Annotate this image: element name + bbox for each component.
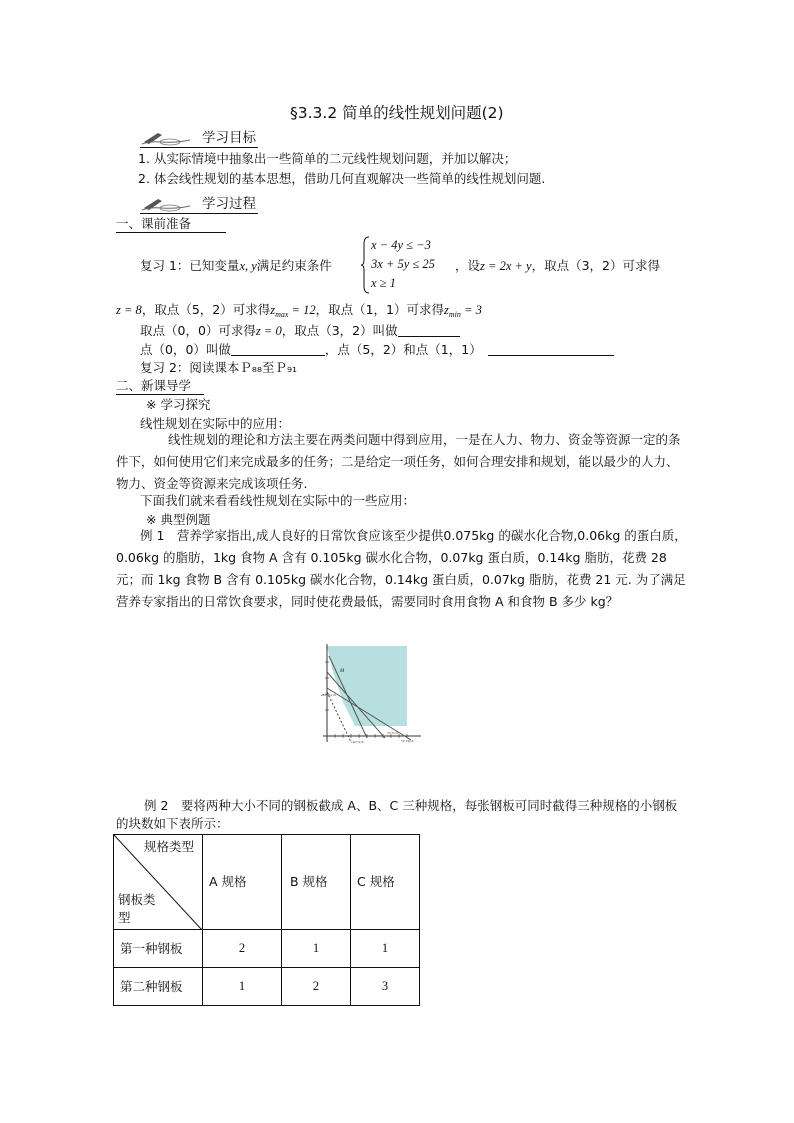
review-1-line1 — [140, 258, 332, 274]
section-2-heading: 二、新课导学 — [116, 378, 204, 395]
label-bottom-3: 7x+14y=6 — [401, 739, 414, 743]
constraint-1: x − 4y ≤ −3 — [371, 238, 431, 252]
steel-plate-table — [113, 834, 420, 1006]
goal-item-1: 1. 从实际情境中抽象出一些简单的二元线性规划问题，并加以解决； — [138, 151, 517, 166]
review-1-line1-end — [455, 258, 660, 274]
blank-1[interactable] — [398, 323, 460, 337]
goals-heading — [140, 128, 258, 148]
z-value-1: z = 8 — [116, 303, 142, 317]
brace-icon — [361, 236, 371, 294]
row-2-b: 2 — [282, 968, 351, 1006]
review-1-line2-b: ，取点（5，2）可求得 — [141, 302, 271, 317]
row-2-c: 3 — [351, 968, 420, 1006]
process-heading — [140, 194, 258, 214]
review-1-line4 — [140, 342, 614, 358]
review-1-prefix: 复习 1：已知变量 — [140, 258, 240, 273]
example-1: 例 1 营养学家指出,成人良好的日常饮食应该至少提供0.075kg 的碳水化合物,0.06kg 的蛋白质，0.06kg 的脂肪，1kg 食物 A 含有 0.105kg 碳水化合物，0.07kg 蛋白质，0.14kg 脂肪，花费 28 元；而 1kg 食物 B 含有 0.105kg 碳水化合物，0.14kg 蛋白质，0.07kg 脂肪，花费 21 元. 为了满足营养专家指出的日常饮食要求，同时使花费最低，需要同时食用食物 A 和食物 B 多少 kg？ — [116, 528, 687, 609]
row-2-name: 第二种钢板 — [114, 968, 203, 1006]
label-m: M — [340, 669, 345, 674]
row-1-c: 1 — [351, 930, 420, 968]
review-1-after: ，设 — [455, 258, 481, 273]
process-heading-label: 学习过程 — [202, 196, 256, 212]
review-1-line4-b: ，点（5，2）和点（1，1） — [324, 342, 482, 357]
application-heading: 线性规划在实际中的应用： — [140, 416, 291, 431]
z-value-0: z = 0 — [255, 324, 282, 338]
header-b: B 规格 — [282, 835, 351, 930]
review-1-line2-c: ，取点（1，1）可求得 — [315, 302, 445, 317]
label-bottom-2: 7x+7y=5 — [387, 731, 398, 735]
review-1-line4-a: 点（0，0）叫做 — [140, 342, 231, 357]
label-left: 28x+21y=0 — [321, 693, 336, 697]
pen-icon — [140, 129, 192, 147]
row-2-a: 1 — [203, 968, 282, 1006]
table-corner — [114, 835, 203, 930]
feasible-region-figure — [321, 642, 423, 744]
label-bottom-1: 14x+7y=6 — [351, 740, 364, 744]
zmin: $z_{min} = 3$ — [444, 303, 482, 319]
pen-icon — [140, 195, 192, 213]
review-2: 复习 2：阅读课本Ｐ₈₈至Ｐ₉₁ — [140, 360, 297, 375]
paragraph-1: 线性规划的理论和方法主要在两类问题中得到应用，一是在人力、物力、资金等资源一定的条件下，如何使用它们来完成最多的任务；二是给定一项任务，如何合理安排和规划，能以最少的人力、物力、资金等资源来完成该项任务. — [116, 432, 681, 491]
zmax: $z_{max} = 12$ — [270, 303, 316, 319]
constraint-system — [361, 236, 456, 294]
review-1-mid: 满足约束条件 — [256, 258, 332, 273]
paragraph-2: 下面我们就来看看线性规划在实际中的一些应用： — [140, 493, 416, 508]
review-1-line3 — [140, 323, 460, 339]
corner-bottom-label: 钢板类型 — [118, 892, 156, 925]
review-1-line3-b: ，取点（3，2）叫做 — [281, 323, 398, 338]
row-1-name: 第一种钢板 — [114, 930, 203, 968]
review-1-vars: x, y — [239, 259, 257, 273]
blank-2[interactable] — [231, 342, 325, 356]
example-2: 例 2 要将两种大小不同的钢板截成 A、B、C 三种规格，每张钢板可同时截得三种规格的小钢板的块数如下表所示： — [116, 798, 678, 831]
constraint-3: x ≥ 1 — [371, 276, 396, 290]
goals-heading-label: 学习目标 — [202, 130, 256, 146]
row-1-b: 1 — [282, 930, 351, 968]
page-title: §3.3.2 简单的线性规划问题(2) — [290, 104, 504, 122]
blank-3[interactable] — [488, 342, 614, 356]
corner-top-label: 规格类型 — [144, 839, 195, 854]
review-1-tail: ，取点（3，2）可求得 — [531, 258, 661, 273]
review-1-line3-a: 取点（0，0）可求得 — [140, 323, 256, 338]
explore-heading: ※ 学习探究 — [146, 397, 211, 412]
goal-item-2: 2. 体会线性规划的基本思想，借助几何直观解决一些简单的线性规划问题. — [138, 171, 546, 186]
review-1-line2 — [116, 302, 482, 323]
section-1-heading: 一、课前准备 — [116, 216, 226, 233]
header-c: C 规格 — [351, 835, 420, 930]
objective: z = 2x + y — [480, 259, 532, 273]
examples-heading: ※ 典型例题 — [146, 512, 211, 527]
header-a: A 规格 — [203, 835, 282, 930]
row-1-a: 2 — [203, 930, 282, 968]
constraint-2: 3x + 5y ≤ 25 — [371, 257, 435, 271]
